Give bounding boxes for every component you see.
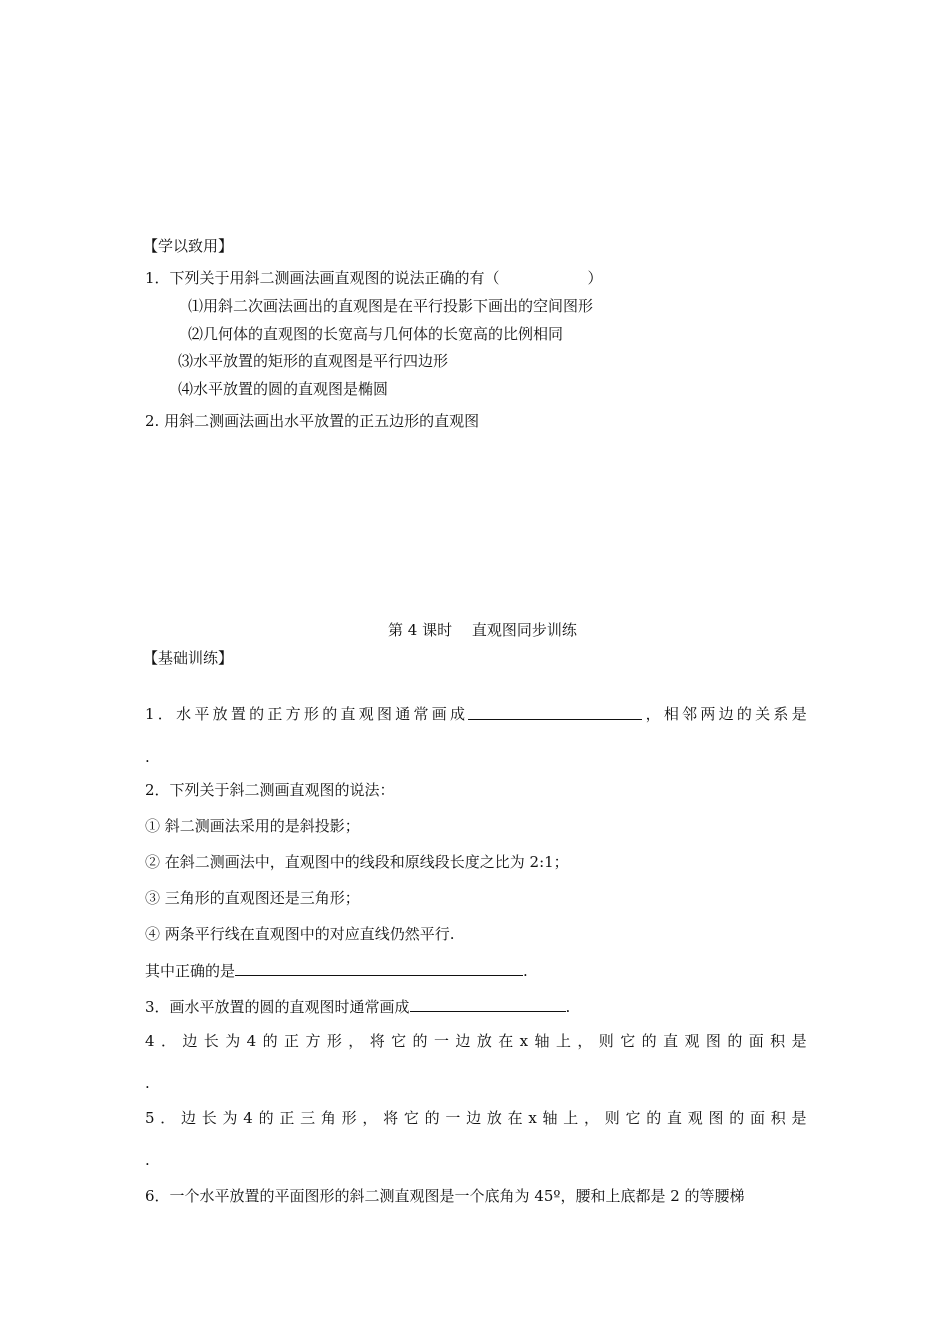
question-char: ，	[645, 705, 661, 723]
answer-blank[interactable]	[468, 704, 642, 720]
question-char: 平	[194, 705, 210, 723]
question-char: 三	[300, 1109, 316, 1127]
question-char: 成	[450, 705, 466, 723]
question-char: 置	[230, 705, 246, 723]
question-char: ．	[157, 705, 173, 723]
question-char: 图	[705, 1032, 721, 1050]
question-char: ，	[348, 1032, 364, 1050]
question-char: 是	[791, 705, 807, 723]
heading-ji-chu-xun-lian: 【基础训练】	[143, 649, 234, 667]
question-1-suffix: ）	[587, 269, 603, 287]
question-char: ，	[577, 1032, 593, 1050]
basic-question-4	[145, 1031, 807, 1051]
question-char: 它	[391, 1032, 407, 1050]
question-char: 的	[646, 1109, 662, 1127]
question-char: 轴	[534, 1032, 550, 1050]
question-char: 4	[243, 1109, 253, 1127]
question-char: 上	[563, 1109, 579, 1127]
question-char: 观	[684, 1032, 700, 1050]
question-char: 则	[598, 1032, 614, 1050]
question-char: 正	[267, 705, 283, 723]
question-char: 放	[212, 705, 228, 723]
question-char: 4	[145, 1032, 155, 1050]
question-char: 形	[326, 1032, 342, 1050]
question-char: 的	[249, 705, 265, 723]
question-char: 长	[201, 1109, 217, 1127]
question-char: 则	[604, 1109, 620, 1127]
question-char: 的	[729, 1109, 745, 1127]
question-char: 直	[663, 1032, 679, 1050]
question-char: ，	[362, 1109, 378, 1127]
question-char: 边	[718, 705, 734, 723]
question-char: 5	[145, 1109, 155, 1127]
statement-3: ③ 三角形的直观图还是三角形；	[145, 889, 360, 907]
question-char: 正	[284, 1032, 300, 1050]
basic-question-5-end: .	[145, 1151, 150, 1169]
statement-1: ① 斜二测画法采用的是斜投影；	[145, 817, 360, 835]
option-1: ⑴用斜二次画法画出的直观图是在平行投影下画出的空间图形	[188, 297, 594, 315]
question-3-suffix: .	[565, 998, 571, 1016]
question-char: 水	[176, 705, 192, 723]
question-char: 面	[750, 1109, 766, 1127]
question-char: 为	[222, 1109, 238, 1127]
question-char: x	[528, 1109, 537, 1127]
question-char: 是	[791, 1032, 807, 1050]
question-char: 画	[431, 705, 447, 723]
question-char: 图	[708, 1109, 724, 1127]
basic-question-6: 6．一个水平放置的平面图形的斜二测直观图是一个底角为 45º，腰和上底都是 2 的等腰梯	[145, 1187, 745, 1205]
question-char: 轴	[542, 1109, 558, 1127]
question-char: 一	[445, 1109, 461, 1127]
option-4: ⑷水平放置的圆的直观图是椭圆	[178, 380, 389, 398]
question-char: 的	[262, 1032, 278, 1050]
question-char: 的	[258, 1109, 274, 1127]
answer-blank[interactable]	[410, 996, 566, 1012]
question-char: 形	[341, 1109, 357, 1127]
question-char: 的	[412, 1032, 428, 1050]
basic-question-2-stem: 2．下列关于斜二测画直观图的说法：	[145, 781, 395, 799]
question-char: 上	[555, 1032, 571, 1050]
question-char: 系	[773, 705, 789, 723]
basic-question-1	[145, 704, 807, 724]
question-char: 边	[466, 1109, 482, 1127]
basic-question-1-end: .	[145, 748, 150, 766]
question-char: 将	[369, 1032, 385, 1050]
statement-2: ② 在斜二测画法中，直观图中的线段和原线段长度之比为 2:1；	[145, 853, 569, 871]
question-2: 2. 用斜二测画法画出水平放置的正五边形的直观图	[145, 412, 480, 430]
question-char: 角	[320, 1109, 336, 1127]
answer-suffix: .	[523, 962, 528, 980]
lesson-title: 第 4 课时 直观图同步训练	[388, 621, 577, 639]
question-char: 图	[376, 705, 392, 723]
question-char: 积	[770, 1032, 786, 1050]
question-char: 将	[383, 1109, 399, 1127]
question-char: 关	[755, 705, 771, 723]
question-char: 观	[358, 705, 374, 723]
question-char: 的	[736, 705, 752, 723]
question-char: 直	[667, 1109, 683, 1127]
question-char: 边	[455, 1032, 471, 1050]
basic-question-2-answer	[145, 960, 528, 981]
heading-xue-yi-zhi-yong: 【学以致用】	[143, 237, 234, 255]
question-char: 为	[225, 1032, 241, 1050]
question-char: 正	[279, 1109, 295, 1127]
question-1-prefix: 1．下列关于用斜二测画法画直观图的说法正确的有（	[145, 269, 500, 287]
question-char: 它	[403, 1109, 419, 1127]
option-3: ⑶水平放置的矩形的直观图是平行四边形	[178, 352, 449, 370]
question-char: 边	[182, 1032, 198, 1050]
question-char: 的	[727, 1032, 743, 1050]
question-1	[145, 268, 603, 288]
question-char: 边	[181, 1109, 197, 1127]
question-char: 方	[285, 705, 301, 723]
question-char: 长	[203, 1032, 219, 1050]
question-char: 积	[770, 1109, 786, 1127]
question-char: 1	[145, 705, 155, 723]
question-char: 的	[424, 1109, 440, 1127]
question-3-prefix: 3．画水平放置的圆的直观图时通常画成	[145, 998, 410, 1016]
question-char: 通	[395, 705, 411, 723]
question-char: 在	[507, 1109, 523, 1127]
question-char: 的	[322, 705, 338, 723]
question-char: 4	[246, 1032, 257, 1050]
question-char: 是	[791, 1109, 807, 1127]
question-char: 两	[700, 705, 716, 723]
question-char: 邻	[682, 705, 698, 723]
question-char: ．	[160, 1109, 176, 1127]
basic-question-4-end: .	[145, 1074, 150, 1092]
basic-question-3	[145, 996, 570, 1017]
question-char: 一	[433, 1032, 449, 1050]
question-char: ，	[584, 1109, 600, 1127]
question-char: 方	[305, 1032, 321, 1050]
question-char: 面	[748, 1032, 764, 1050]
question-char: 形	[303, 705, 319, 723]
question-char: 它	[620, 1032, 636, 1050]
statement-4: ④ 两条平行线在直观图中的对应直线仍然平行.	[145, 925, 455, 943]
question-char: 它	[625, 1109, 641, 1127]
question-char: 放	[486, 1109, 502, 1127]
question-char: 在	[498, 1032, 514, 1050]
question-char: 直	[340, 705, 356, 723]
question-char: 观	[687, 1109, 703, 1127]
question-char: x	[519, 1032, 529, 1050]
answer-blank[interactable]	[235, 960, 523, 976]
question-char: ．	[160, 1032, 176, 1050]
answer-prefix: 其中正确的是	[145, 962, 236, 980]
question-char: 的	[641, 1032, 657, 1050]
question-char: 相	[663, 705, 679, 723]
basic-question-5	[145, 1108, 807, 1128]
option-2: ⑵几何体的直观图的长宽高与几何体的长宽高的比例相同	[188, 325, 564, 343]
question-char: 常	[413, 705, 429, 723]
question-char: 放	[476, 1032, 492, 1050]
